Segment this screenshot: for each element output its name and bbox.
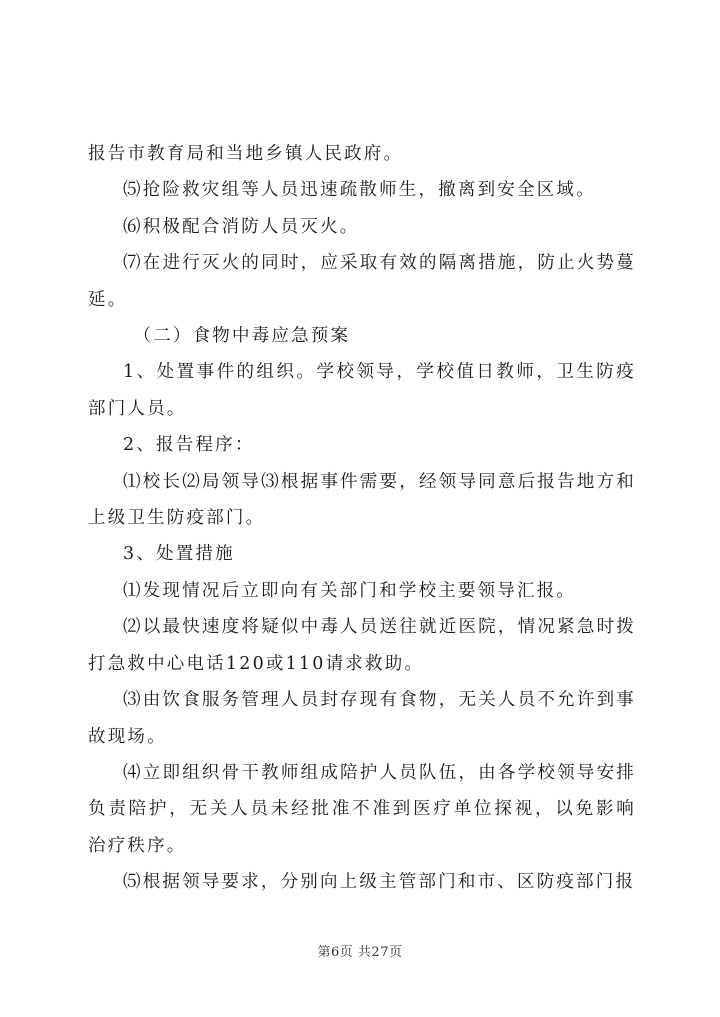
paragraph-4: ⑺在进行灭火的同时，应采取有效的隔离措施，防止火势蔓延。 [88, 253, 636, 310]
section-heading: （二）食物中毒应急预案 [133, 326, 351, 347]
paragraph-10: ⑴发现情况后立即向有关部门和学校主要领导汇报。 [123, 580, 577, 601]
paragraph-11: ⑵以最快速度将疑似中毒人员送往就近医院，情况紧急时拨打急救中心电话120或110请求救助。 [88, 617, 636, 674]
document-body [88, 136, 636, 901]
paragraph-8: ⑴校长⑵局领导⑶根据事件需要，经领导同意后报告地方和上级卫生防疫部门。 [88, 471, 636, 529]
paragraph-1: 报告市教育局和当地乡镇人民政府。 [88, 144, 404, 164]
paragraph-7: 2、报告程序： [123, 435, 255, 456]
paragraph-9: 3、处置措施 [123, 544, 235, 565]
paragraph-12: ⑶由饮食服务管理人员封存现有食物，无关人员不允许到事故现场。 [88, 690, 636, 747]
paragraph-6: 1、处置事件的组织。学校领导，学校值日教师，卫生防疫部门人员。 [88, 362, 636, 419]
paragraph-13: ⑷立即组织骨干教师组成陪护人员队伍，由各学校领导安排负责陪护，无关人员未经批准不准到医疗单位探视，以免影响治疗秩序。 [88, 762, 636, 856]
page-footer: 第6页 共27页 [317, 945, 403, 960]
paragraph-2: ⑸抢险救灾组等人员迅速疏散师生，撤离到安全区域。 [123, 180, 596, 201]
paragraph-14: ⑸根据领导要求，分别向上级主管部门和市、区防疫部门报 [123, 872, 636, 893]
paragraph-3: ⑹积极配合消防人员灭火。 [123, 216, 360, 237]
